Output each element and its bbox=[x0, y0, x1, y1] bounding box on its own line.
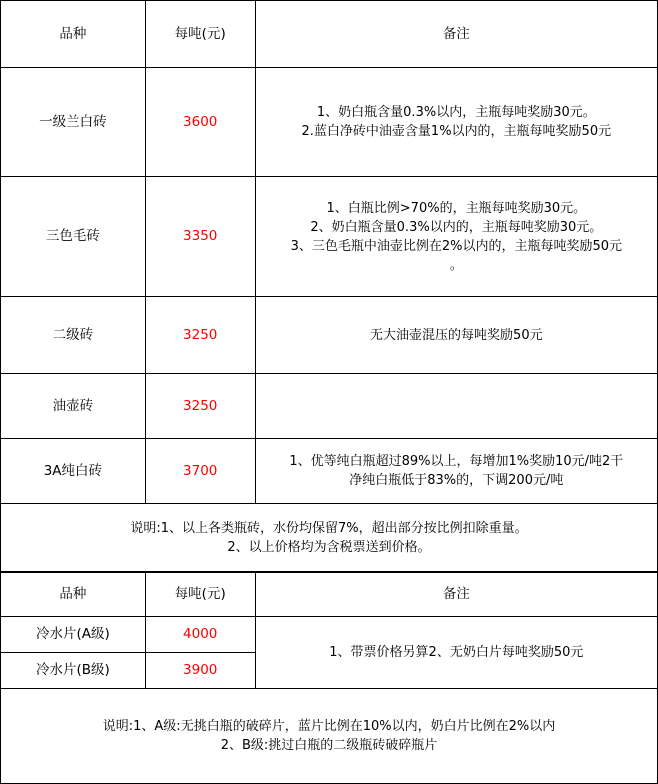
table-row bbox=[1, 617, 658, 653]
header-price: 每吨(元) bbox=[145, 572, 255, 617]
notes-cell bbox=[255, 297, 657, 374]
price-cell: 3250 bbox=[145, 297, 255, 374]
note-line: 2、奶白瓶含量0.3%以内的，主瓶每吨奖励30元。 bbox=[310, 219, 603, 235]
table-row bbox=[1, 68, 658, 177]
footnote-cell bbox=[1, 504, 658, 573]
variety-cell: 二级砖 bbox=[1, 297, 146, 374]
variety-cell: 冷水片(B级) bbox=[1, 653, 146, 689]
note-line: 净纯白瓶低于83%的，下调200元/吨 bbox=[349, 473, 564, 488]
table-header-row bbox=[1, 1, 658, 68]
notes-cell: 1、带票价格另算2、无奶白片每吨奖励50元 bbox=[255, 617, 657, 689]
note-line: 1、奶白瓶含量0.3%以内，主瓶每吨奖励30元。 bbox=[316, 105, 596, 120]
variety-cell: 油壶砖 bbox=[1, 374, 146, 439]
notes-cell bbox=[255, 68, 657, 177]
cold-water-flake-price-table bbox=[0, 571, 658, 784]
variety-cell: 一级兰白砖 bbox=[1, 68, 146, 177]
footnote-line: 说明:1、A级:无挑白瓶的破碎片，蓝片比例在10%以内，奶白片比例在2%以内 bbox=[102, 719, 556, 734]
notes-cell bbox=[255, 374, 657, 439]
variety-cell: 三色毛砖 bbox=[1, 177, 146, 297]
price-cell: 3900 bbox=[145, 653, 255, 689]
price-cell: 3700 bbox=[145, 439, 255, 504]
footnote-cell bbox=[1, 689, 658, 784]
price-cell: 4000 bbox=[145, 617, 255, 653]
footnote-line: 说明:1、以上各类瓶砖，水份均保留7%，超出部分按比例扣除重量。 bbox=[130, 521, 528, 536]
variety-cell: 3A纯白砖 bbox=[1, 439, 146, 504]
footnote-row bbox=[1, 504, 658, 573]
note-line: 1、优等纯白瓶超过89%以上，每增加1%奖励10元/吨2干 bbox=[289, 454, 624, 469]
note-line: 1、白瓶比例>70%的，主瓶每吨奖励30元。 bbox=[326, 200, 587, 216]
price-cell: 3350 bbox=[145, 177, 255, 297]
note-line: 。 bbox=[449, 257, 463, 273]
table-header-row bbox=[1, 572, 658, 617]
variety-cell: 冷水片(A级) bbox=[1, 617, 146, 653]
table-row bbox=[1, 374, 658, 439]
table-row bbox=[1, 297, 658, 374]
header-variety: 品种 bbox=[1, 1, 146, 68]
header-price: 每吨(元) bbox=[145, 1, 255, 68]
note-line: 2.蓝白净砖中油壶含量1%以内的，主瓶每吨奖励50元 bbox=[301, 124, 612, 139]
table-row bbox=[1, 439, 658, 504]
footnote-row bbox=[1, 689, 658, 784]
note-line: 无大油壶混压的每吨奖励50元 bbox=[370, 327, 543, 343]
header-notes: 备注 bbox=[255, 1, 657, 68]
price-cell: 3600 bbox=[145, 68, 255, 177]
footnote-line: 2、以上价格均为含税票送到价格。 bbox=[227, 540, 431, 555]
table-row bbox=[1, 177, 658, 297]
notes-cell bbox=[255, 439, 657, 504]
note-line: 3、三色毛瓶中油壶比例在2%以内的，主瓶每吨奖励50元 bbox=[290, 238, 623, 254]
header-variety: 品种 bbox=[1, 572, 146, 617]
footnote-line: 2、B级:挑过白瓶的二级瓶砖破碎瓶片 bbox=[220, 738, 438, 753]
notes-cell bbox=[255, 177, 657, 297]
header-notes: 备注 bbox=[255, 572, 657, 617]
price-cell: 3250 bbox=[145, 374, 255, 439]
